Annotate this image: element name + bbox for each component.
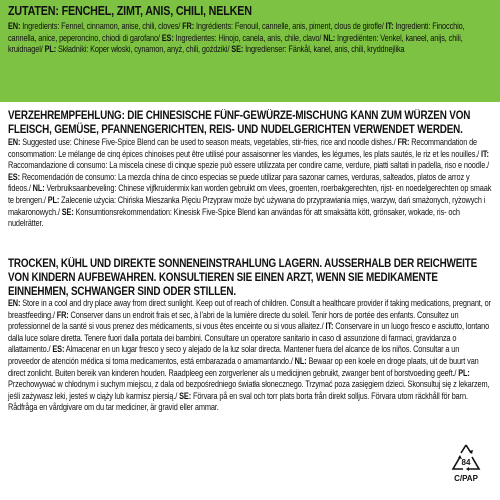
storage-translation: Przechowywać w chłodnym i suchym miejscu, z dala od bezpośredniego światła słonecznego. Trzymać poza zasięgiem dzieci. Skonsultuj się z lekarzem, jeśli zażywasz leki, jesteś w ciąży lub karmisz piersią./ xyxy=(8,379,490,401)
ingredients-lang-code: ES: xyxy=(161,32,174,43)
usage-lang-code: PL: xyxy=(47,194,60,205)
usage-heading-block xyxy=(8,109,492,137)
storage-translation: Bewaar op een koele en droge plaats, uit de buurt van direct zonlicht. Buiten bereik van kinderen houden. Raadpleeg een zorgverlener als u medicijnen gebruikt, zwanger bent of borstvoeding geeft./ xyxy=(8,355,479,378)
ingredients-text xyxy=(8,21,492,56)
recycling-mark xyxy=(446,442,486,496)
storage-translation: Almacenar en un lugar fresco y seco y alejado de la luz solar directa. Mantener fuera del alcance de los niños. Consultar a un proveedor de atención médica si toma medicamentos, está embarazada o amamantando./ xyxy=(8,344,460,366)
usage-block xyxy=(8,137,492,230)
usage-translation: Recommandation de consommation: Le mélange de cinq épices chinoises peut être utilisé pour assaisonner les viandes, les légumes, les plats sautés, le riz et les nouilles./ xyxy=(8,137,482,159)
storage-translation: Store in a cool and dry place away from direct sunlight. Keep out of reach of children. Consult a healthcare provider if taking medications, pregnant, or breastfeeding./ xyxy=(8,298,491,320)
ingredients-translation: Ingrediënten: Venkel, kaneel, anijs, chili, kruidnagel/ xyxy=(8,32,463,55)
usage-translation: Suggested use: Chinese Five-Spice Blend can be used to season meats, vegetables, stir-fries, rice and noodle dishes./ xyxy=(20,137,398,147)
storage-lang-code: PL: xyxy=(458,367,470,378)
storage-heading-block xyxy=(8,257,492,299)
storage-block xyxy=(8,298,492,414)
ingredients-translation: Ingrédients: Fenouil, cannelle, anis, piment, clous de girofle/ xyxy=(194,21,386,31)
storage-lang-code: IT: xyxy=(325,321,334,332)
usage-heading: VERZEHREMPFEHLUNG: DIE CHINESISCHE FÜNF-GEWÜRZE-MISCHUNG KANN ZUM WÜRZEN VON FLEISCH, GEMÜSE, PFANNENGERICHTEN, REIS- UND NUDELGERICHTEN VERWENDET WERDEN. xyxy=(8,110,471,136)
usage-translation: Verbruiksaanbeveling: Chinese vijfkruidenmix kan worden gebruikt om vlees, groenten, roerbakgerechten, rijst- en noedelgerechten op smaak te brengen./ xyxy=(8,183,492,205)
storage-lang-code: NL: xyxy=(294,355,307,366)
usage-translation: Zalecenie użycia: Chińska Mieszanka Pięciu Przypraw może być używana do przyprawiania mięs, warzyw, dań smażonych, ryżowych i makaronowych./ xyxy=(8,194,486,217)
storage-translation: Conservare in un luogo fresco e asciutto, lontano dalla luce solare diretta. Tenere fuori dalla portata dei bambini. Consultare un operatore sanitario in caso di assunzione di farmaci, gravidanza o allattamento./ xyxy=(8,321,490,355)
usage-lang-code: IT: xyxy=(481,148,489,159)
usage-lang-code: FR: xyxy=(397,137,410,147)
usage-lang-code: EN: xyxy=(8,137,21,147)
recycle-code: 84 xyxy=(461,458,471,467)
ingredients-translation: Ingredients: Fennel, cinnamon, anise, chili, cloves/ xyxy=(20,21,183,31)
ingredients-lang-code: IT: xyxy=(385,21,394,31)
storage-lang-code: ES: xyxy=(52,344,65,355)
usage-lang-code: NL: xyxy=(32,183,45,194)
ingredients-lang-code: SE: xyxy=(231,44,244,55)
usage-lang-code: SE: xyxy=(61,206,74,217)
storage-translation: Conserver dans un endroit frais et sec, à l'abri de la lumière directe du soleil. Tenir hors de portée des enfants. Consultez un professionnel de la santé si vous prenez des médicaments, si vous êtes enceinte ou si vous allaitez./ xyxy=(8,309,459,332)
ingredients-lang-code: NL: xyxy=(323,32,336,43)
ingredients-heading: ZUTATEN: FENCHEL, ZIMT, ANIS, CHILI, NELKEN xyxy=(8,4,252,18)
storage-heading: TROCKEN, KÜHL UND DIREKTE SONNENEINSTRAHLUNG LAGERN. AUSSERHALB DER REICHWEITE VON KINDERN AUFBEWAHREN. KONSULTIEREN SIE EINEN ARZT, WENN SIE MEDIKAMENTE EINNEHMEN, SCHWANGER SIND ODER STILLEN. xyxy=(8,258,478,298)
ingredients-translation: Ingredienti: Finocchio, cannella, anice, peperoncino, chiodi di garofano/ xyxy=(8,21,465,43)
usage-translation: Konsumtionsrekommendation: Kinesisk Five-Spice Blend kan användas för att smaksätta kött, grönsaker, wokade, ris- och nudelrätter. xyxy=(8,206,460,229)
usage-translation: Recomendación de consumo: La mezcla china de cinco especias se puede utilizar para sazonar carnes, verduras, salteados, platos de arroz y fideos./ xyxy=(8,171,470,194)
usage-text xyxy=(8,137,492,230)
usage-translation: Raccomandazione di consumo: La miscela cinese di cinque spezie può essere utilizzata per condire carne, verdure, piatti saltati in padella, riso e noodle./ xyxy=(8,160,490,171)
storage-lang-code: EN: xyxy=(8,298,21,308)
ingredients-translation: Ingredientes: Hinojo, canela, anís, chile, clavo/ xyxy=(173,32,324,43)
ingredients-translation: Ingredienser: Fänkål, kanel, anis, chili, kryddnejlika xyxy=(243,44,405,55)
ingredients-lang-code: FR: xyxy=(182,21,195,31)
ingredients-lang-code: EN: xyxy=(8,21,21,31)
ingredients-heading-block xyxy=(8,4,492,19)
ingredients-lang-code: PL: xyxy=(44,44,57,55)
ingredients-block xyxy=(8,21,492,56)
storage-translation: Förvara på en sval och torr plats borta från direkt solljus. Förvara utom räckhåll för barn. Rådfråga en vårdgivare om du tar mediciner, är gravid eller ammar. xyxy=(8,390,468,413)
ingredients-translation: Składniki: Koper włoski, cynamon, anyż, chili, goździki/ xyxy=(56,44,232,55)
storage-lang-code: FR: xyxy=(56,309,69,320)
storage-lang-code: SE: xyxy=(179,390,192,401)
recycle-label: C/PAP xyxy=(454,474,478,483)
usage-lang-code: ES: xyxy=(8,171,20,182)
recycling-triangle-icon xyxy=(449,442,483,474)
storage-text xyxy=(8,298,492,414)
